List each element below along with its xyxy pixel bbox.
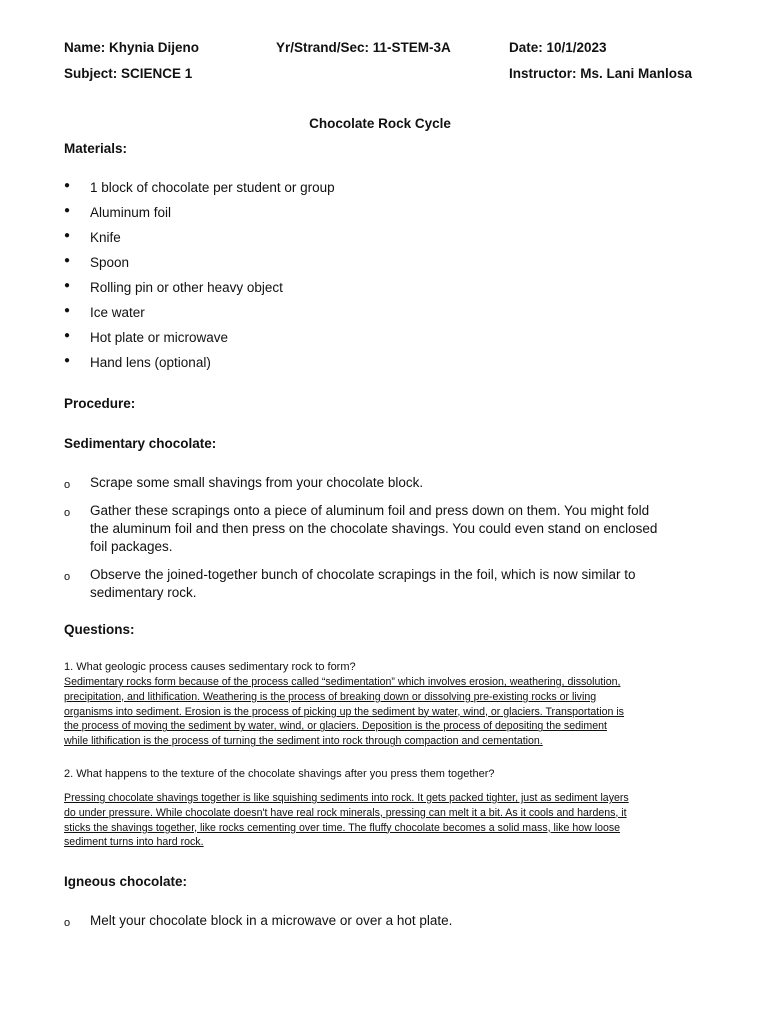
subject: Subject: SCIENCE 1	[64, 66, 193, 81]
bullet-icon: ●	[64, 280, 71, 291]
instructor: Instructor: Ms. Lani Manlosa	[509, 66, 693, 81]
list-item: ● Hot plate or microwave	[64, 330, 229, 345]
list-item: ● Spoon	[64, 255, 130, 270]
bullet-icon: ●	[64, 205, 71, 216]
list-item: ● 1 block of chocolate per student or group	[64, 180, 335, 195]
question-2: 2. What happens to the texture of the chocolate shavings after you press them together?	[64, 768, 495, 780]
list-item: o Scrape some small shavings from your chocolate block.	[64, 474, 657, 502]
student-name: Name: Khynia Dijeno	[64, 40, 200, 55]
bullet-icon: ●	[64, 255, 71, 266]
circle-bullet-icon: o	[64, 571, 71, 583]
answer-1: Sedimentary rocks form because of the process called “sedimentation” which involves erosion, weathering, dissolution, precipitation, and lithification. Weathering is the process of breaking down or dissolving pre-existing rocks or living organisms into sediment. Erosion is the process of picking up the sediment by water, wind, or glaciers. Transportation is the process of moving the sediment by water, wind, or glaciers. Deposition is the process of depositing the sediment while lithification is the process of turning the sediment into rock through compaction and cementation.	[64, 676, 624, 748]
question-1: 1. What geologic process causes sedimentary rock to form?	[64, 661, 356, 673]
list-item: o Melt your chocolate block in a microwave or over a hot plate.	[64, 912, 452, 932]
list-item: ● Rolling pin or other heavy object	[64, 280, 283, 295]
igneous-heading: Igneous chocolate:	[64, 874, 188, 889]
page-title: Chocolate Rock Cycle	[309, 116, 451, 131]
list-item: ● Knife	[64, 230, 121, 245]
bullet-icon: ●	[64, 230, 71, 241]
list-item: ● Ice water	[64, 305, 145, 320]
list-item: ● Aluminum foil	[64, 205, 172, 220]
list-item: o Gather these scrapings onto a piece of aluminum foil and press down on them. You might fold the aluminum foil and then press on the chocolate shavings. You could even stand on enclosed foil packages.	[64, 503, 658, 554]
igneous-steps	[64, 912, 452, 932]
questions-heading: Questions:	[64, 622, 135, 637]
circle-bullet-icon: o	[64, 507, 71, 519]
bullet-icon: ●	[64, 180, 71, 191]
sedimentary-heading: Sedimentary chocolate:	[64, 436, 217, 451]
procedure-heading: Procedure:	[64, 396, 136, 411]
bullet-icon: ●	[64, 355, 71, 366]
date: Date: 10/1/2023	[509, 40, 607, 55]
bullet-icon: ●	[64, 330, 71, 341]
sedimentary-steps	[64, 474, 657, 602]
year-strand-section: Yr/Strand/Sec: 11-STEM-3A	[276, 40, 451, 55]
answer-2: Pressing chocolate shavings together is like squishing sediments into rock. It gets packed tighter, just as sediment layers do under pressure. While chocolate doesn't have real rock minerals, pressing can melt it a bit. As it cools and hardens, it sticks the shavings together, like rocks cementing over time. The fluffy chocolate becomes a solid mass, like how loose sediment turns into hard rock.	[64, 792, 629, 849]
materials-heading: Materials:	[64, 141, 128, 156]
materials-list	[64, 180, 335, 380]
circle-bullet-icon: o	[64, 479, 71, 491]
circle-bullet-icon: o	[64, 917, 71, 929]
list-item: o Observe the joined-together bunch of chocolate scrapings in the foil, which is now similar to sedimentary rock.	[64, 567, 636, 600]
list-item: ● Hand lens (optional)	[64, 355, 211, 370]
bullet-icon: ●	[64, 305, 71, 316]
